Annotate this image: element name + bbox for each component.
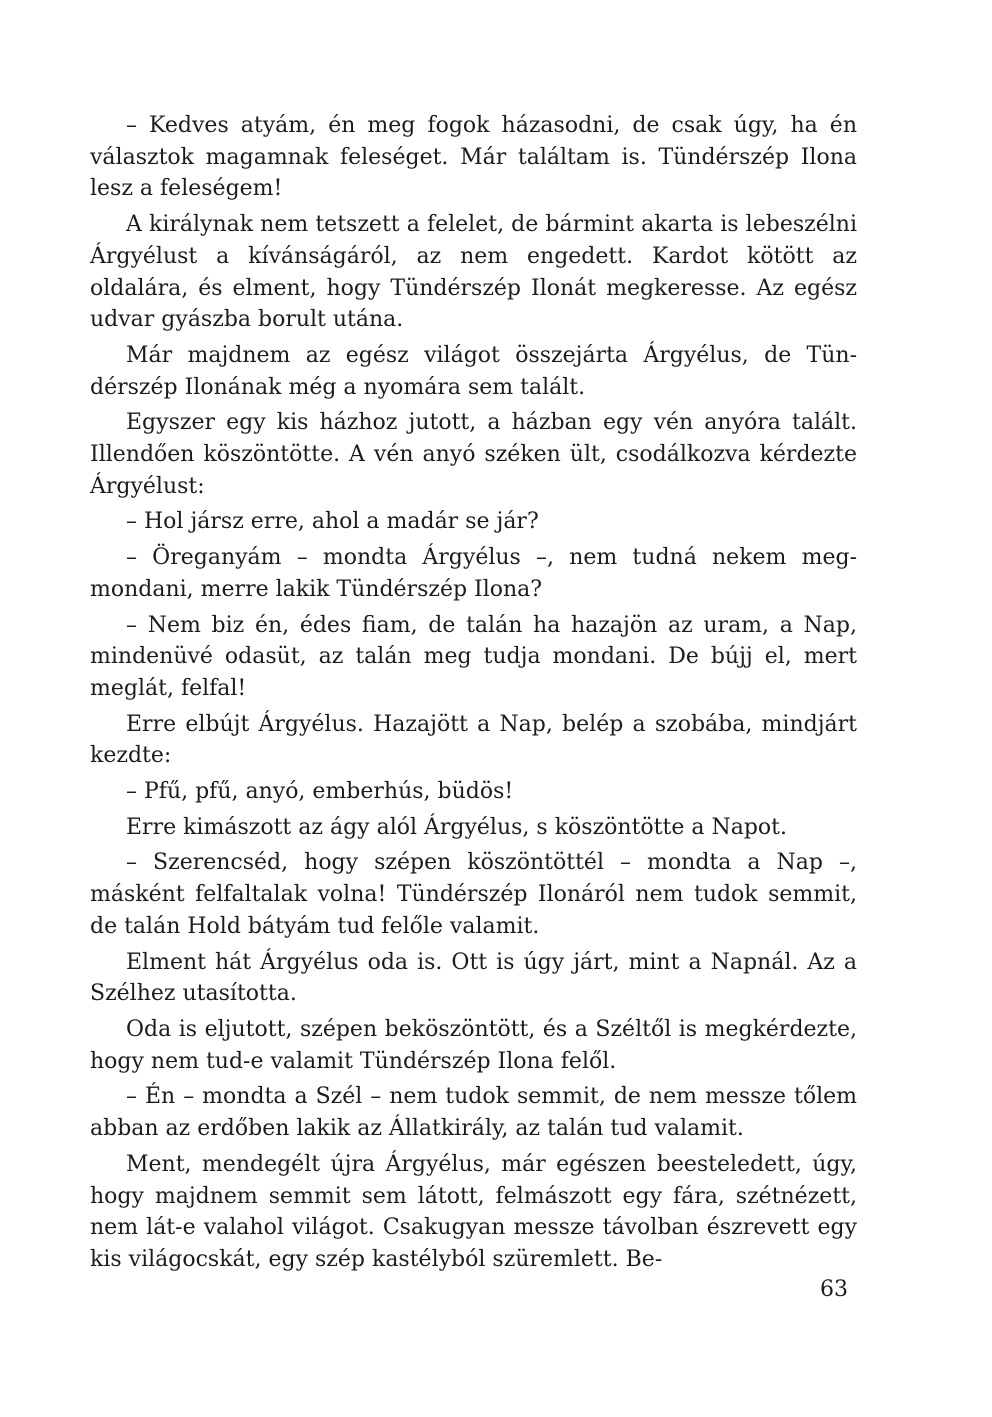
page-number: 63 bbox=[820, 1277, 848, 1302]
paragraph: – Kedves atyám, én meg fogok házasodni, de csak úgy, ha én választok magamnak feleséget. Már találtam is. Tündérszép Ilona lesz a feleségem! bbox=[90, 113, 857, 202]
paragraph: A királynak nem tetszett a felelet, de bármint akarta is lebeszélni Árgyélust a kívánságáról, az nem engedett. Kardot kötött az oldalára, és elment, hogy Tündérszép Ilonát megkeresse. Az egész udvar gyászba borult utána. bbox=[90, 212, 857, 333]
paragraph: Elment hát Árgyélus oda is. Ott is úgy járt, mint a Napnál. Az a Szélhez utasította. bbox=[90, 949, 857, 1007]
paragraph: Oda is eljutott, szépen beköszöntött, és a Széltől is megkérdezte, hogy nem tud-e valamit Tündérszép Ilona felől. bbox=[90, 1016, 857, 1074]
page-body bbox=[90, 110, 857, 1280]
paragraph: – Pfű, pfű, anyó, emberhús, büdös! bbox=[126, 779, 514, 805]
paragraph: – Nem biz én, édes fiam, de talán ha hazajön az uram, a Nap, mindenüvé odasüt, az talán meg tudja mondani. De bújj el, mert meglát, felfal! bbox=[90, 612, 857, 701]
paragraph: – Én – mondta a Szél – nem tudok semmit, de nem messze tőlem abban az erdőben lakik az Állatkirály, az talán tud valamit. bbox=[90, 1084, 857, 1142]
paragraph: Ment, mendegélt újra Árgyélus, már egészen beesteledett, úgy, hogy majdnem semmit sem látott, felmászott egy fára, szétnézett, nem lát-e valahol világot. Csakugyan messze távolban észrevett egy kis világocskát, egy szép kastélyból szüremlett. Be- bbox=[90, 1151, 857, 1272]
paragraph: Erre elbújt Árgyélus. Hazajött a Nap, belép a szobába, mindjárt kezdte: bbox=[90, 711, 857, 769]
paragraph: Már majdnem az egész világot összejárta Árgyélus, de Tündérszép Ilonának még a nyomára sem talált. bbox=[90, 342, 857, 400]
paragraph: – Öreganyám – mondta Árgyélus –, nem tudná nekem megmondani, merre lakik Tündérszép Ilona? bbox=[90, 545, 857, 602]
paragraph: Egyszer egy kis házhoz jutott, a házban egy vén anyóra talált. Illendően köszöntötte. A vén anyó széken ült, csodálkozva kérdezte Árgyélust: bbox=[90, 410, 857, 499]
paragraph: – Szerencséd, hogy szépen köszöntöttél – mondta a Nap –, másként felfaltalak volna! Tündérszép Ilonáról nem tudok semmit, de talán Hold bátyám tud felőle valamit. bbox=[90, 850, 857, 939]
paragraph: Erre kimászott az ágy alól Árgyélus, s köszöntötte a Napot. bbox=[126, 814, 787, 840]
paragraph: – Hol jársz erre, ahol a madár se jár? bbox=[126, 509, 539, 535]
